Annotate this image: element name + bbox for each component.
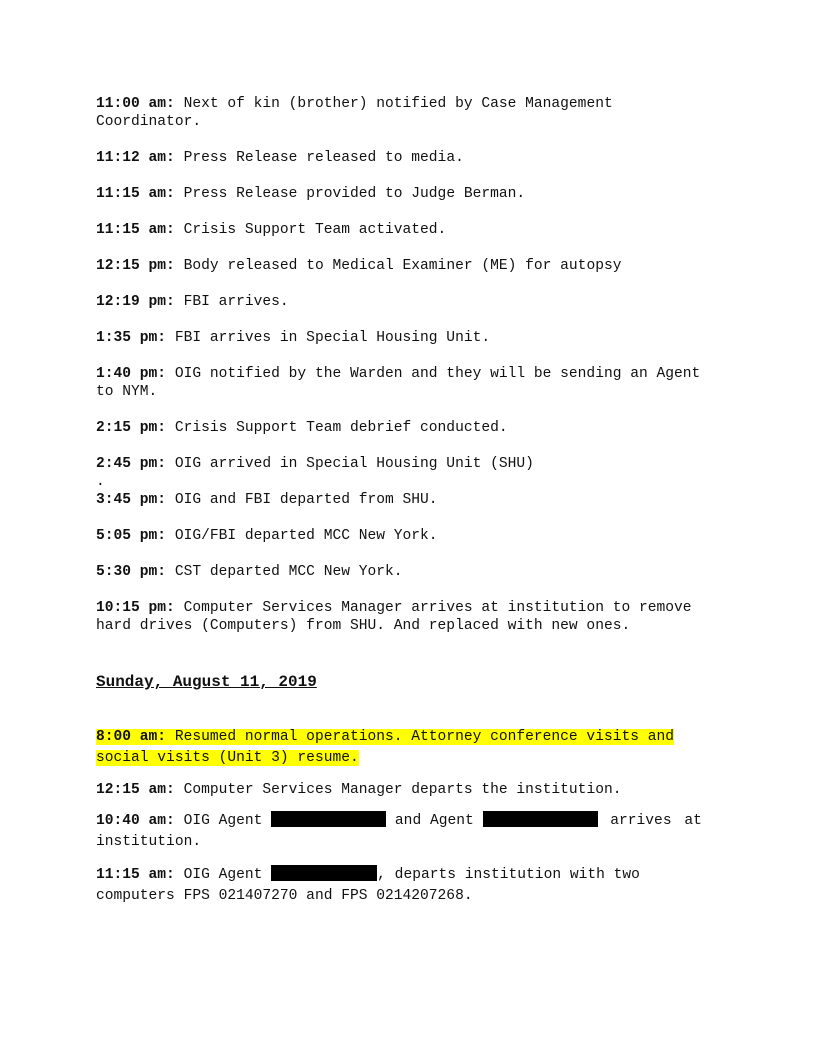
entry-text: Next of kin (brother) notified by Case Management Coordinator. [96, 96, 613, 130]
entry-text: arrives at institution. [96, 813, 702, 850]
entry-text: , departs institution with two computers FPS 021407270 and FPS 0214207268. [96, 867, 640, 904]
timeline-entry [96, 293, 716, 311]
timeline-entry [96, 221, 716, 239]
stray-period: . [96, 474, 105, 490]
timeline-entry [96, 455, 716, 473]
entry-text: OIG arrived in Special Housing Unit (SHU) [166, 456, 534, 472]
entry-time: 1:35 pm: [96, 330, 167, 346]
redaction-block [271, 865, 377, 881]
entry-text: FBI arrives. [174, 294, 289, 310]
timeline-entry [96, 365, 716, 401]
entry-time: 2:45 pm: [96, 456, 167, 472]
timeline-entry [96, 527, 716, 545]
timeline-entry [96, 811, 716, 853]
timeline-entry [96, 257, 716, 275]
timeline-entry [96, 329, 716, 347]
entry-text: Press Release provided to Judge Berman. [174, 186, 526, 202]
entry-time: 12:15 am: [96, 782, 175, 798]
entry-time: 11:15 am: [96, 222, 175, 238]
timeline-entry [96, 149, 716, 167]
entry-time: 11:00 am: [96, 96, 175, 112]
entry-text: OIG Agent [174, 813, 272, 829]
entry-text: FBI arrives in Special Housing Unit. [166, 330, 491, 346]
entry-time: 8:00 am: [96, 729, 167, 745]
entry-time: 11:15 am: [96, 186, 175, 202]
entry-text: Computer Services Manager departs the institution. [174, 782, 622, 798]
entry-text: Computer Services Manager arrives at institution to remove hard drives (Computers) from SHU. And replaced with new ones. [96, 600, 692, 634]
entry-text: OIG Agent [174, 867, 272, 883]
entry-time: 11:12 am: [96, 150, 175, 166]
highlight-mark [96, 729, 674, 766]
entry-time: 3:45 pm: [96, 492, 167, 508]
entry-text: OIG/FBI departed MCC New York. [166, 528, 438, 544]
section-heading: Sunday, August 11, 2019 [96, 673, 317, 691]
entry-text: Crisis Support Team activated. [174, 222, 447, 238]
entry-time: 1:40 pm: [96, 366, 167, 382]
timeline-entry [96, 599, 716, 635]
entry-text: Body released to Medical Examiner (ME) for autopsy [174, 258, 622, 274]
entry-time: 12:15 pm: [96, 258, 175, 274]
timeline-entry [96, 563, 716, 581]
timeline-entry [96, 491, 716, 509]
timeline-entry [96, 865, 716, 907]
entry-time: 12:19 pm: [96, 294, 175, 310]
timeline-entry-highlighted [96, 727, 716, 769]
timeline-entry [96, 95, 716, 131]
entry-time: 2:15 pm: [96, 420, 167, 436]
entry-time: 5:30 pm: [96, 564, 167, 580]
entry-text: and Agent [386, 813, 483, 829]
entry-text: OIG and FBI departed from SHU. [166, 492, 438, 508]
timeline-entry [96, 781, 716, 799]
entry-text: Resumed normal operations. Attorney conference visits and social visits (Unit 3) resume. [96, 729, 675, 766]
redaction-block [483, 811, 598, 827]
timeline-entry [96, 419, 716, 437]
entry-time: 10:40 am: [96, 813, 175, 829]
entry-time: 5:05 pm: [96, 528, 167, 544]
document-page [96, 95, 716, 907]
entry-text: CST departed MCC New York. [166, 564, 403, 580]
entry-text: Press Release released to media. [174, 150, 464, 166]
timeline-entry [96, 185, 716, 203]
entry-time: 11:15 am: [96, 867, 175, 883]
redaction-block [271, 811, 386, 827]
entry-text: Crisis Support Team debrief conducted. [166, 420, 508, 436]
entry-time: 10:15 pm: [96, 600, 175, 616]
entry-text: OIG notified by the Warden and they will be sending an Agent to NYM. [96, 366, 701, 400]
